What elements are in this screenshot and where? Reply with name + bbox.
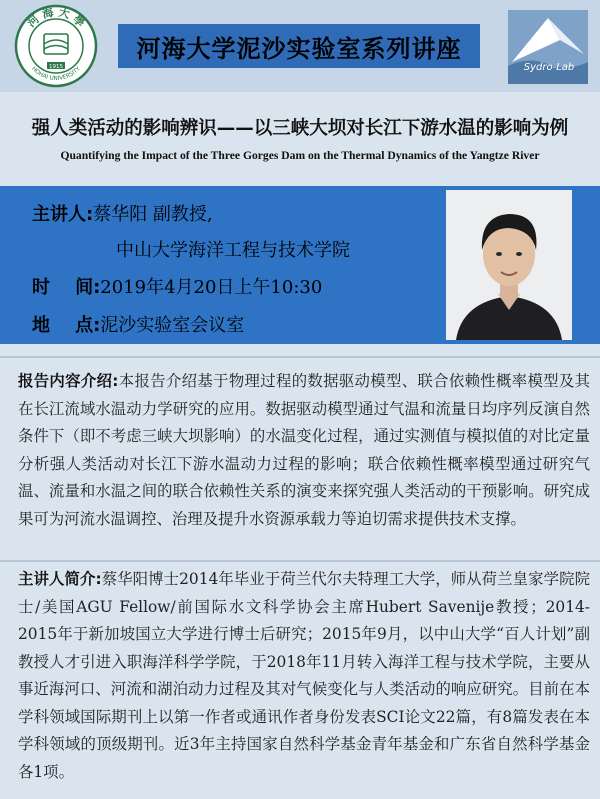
speaker-portrait-icon	[446, 190, 572, 340]
bio-text: 蔡华阳博士2014年毕业于荷兰代尔夫特理工大学，师从荷兰皇家学院院士/美国AGU Fellow/前国际水文科学协会主席Hubert Savenije教授；2014-2015年于新加坡国立大学进行博士后研究；2015年9月，以中山大学“百人计划”副教授人才引进入职海洋科学学院，于2018年11月转入海洋工程与技术学院，主要从事近海河口、河流和湖泊动力过程及其对气候变化与人类活动的响应研究。目前在本学科领域国际期刊上以第一作者或通讯作者身份发表SCI论文22篇，有8篇发表在本学科领域的顶级期刊。近3年主持国家自然科学基金青年基金和广东省自然科学基金各1项。	[18, 570, 590, 781]
speaker-label: 主讲人:	[32, 204, 94, 225]
section-divider	[0, 560, 600, 562]
place-line	[32, 311, 244, 337]
speaker-photo	[446, 190, 572, 340]
place-value: 泥沙实验室会议室	[100, 315, 245, 336]
affiliation-line	[116, 236, 350, 262]
affiliation-value: 中山大学海洋工程与技术学院	[116, 240, 350, 261]
talk-title-english: Quantifying the Impact of the Three Gorges Dam on the Thermal Dynamics of the Yangtze River	[60, 149, 540, 162]
sydro-lab-logo-text: Sydro-Lab	[523, 62, 575, 73]
abstract-label: 报告内容介绍:	[18, 372, 119, 390]
section-divider	[0, 356, 600, 358]
abstract-text: 本报告介绍基于物理过程的数据驱动模型、联合依赖性概率模型及其在长江流域水温动力学研究的应用。数据驱动模型通过气温和流量日均序列反演自然条件下（即不考虑三峡大坝影响）的水温变化过程，通过实测值与模拟值的对比定量分析强人类活动对长江下游水温动力过程的影响；联合依赖性概率模型通过研究气温、流量和水温之间的联合依赖性关系的演变来探究强人类活动的干预影响。研究成果可为河流水温调控、治理及提升水资源承载力等迫切需求提供技术支撑。	[18, 372, 590, 528]
speaker-value: 蔡华阳 副教授,	[93, 204, 213, 225]
bio-section	[18, 566, 590, 786]
header	[0, 0, 600, 92]
banner-title: 河海大学泥沙实验室系列讲座	[136, 34, 462, 63]
abstract-section	[18, 368, 590, 533]
place-label: 地 点:	[32, 315, 101, 336]
time-value: 2019年4月20日上午10:30	[100, 277, 323, 298]
time-line	[32, 273, 322, 299]
bio-label: 主讲人简介:	[18, 570, 102, 588]
talk-title-chinese: 强人类活动的影响辨识——以三峡大坝对长江下游水温的影响为例	[31, 118, 569, 139]
hohai-university-seal-logo	[14, 4, 98, 88]
speaker-line	[32, 200, 213, 226]
time-label: 时 间:	[32, 277, 101, 298]
svg-text:1915: 1915	[49, 64, 63, 70]
lecture-series-banner	[118, 24, 480, 68]
svg-text:HOHAI UNIVERSITY: HOHAI UNIVERSITY	[30, 65, 82, 83]
svg-text:河 海 大 學: 河 海 大 學	[24, 5, 88, 30]
